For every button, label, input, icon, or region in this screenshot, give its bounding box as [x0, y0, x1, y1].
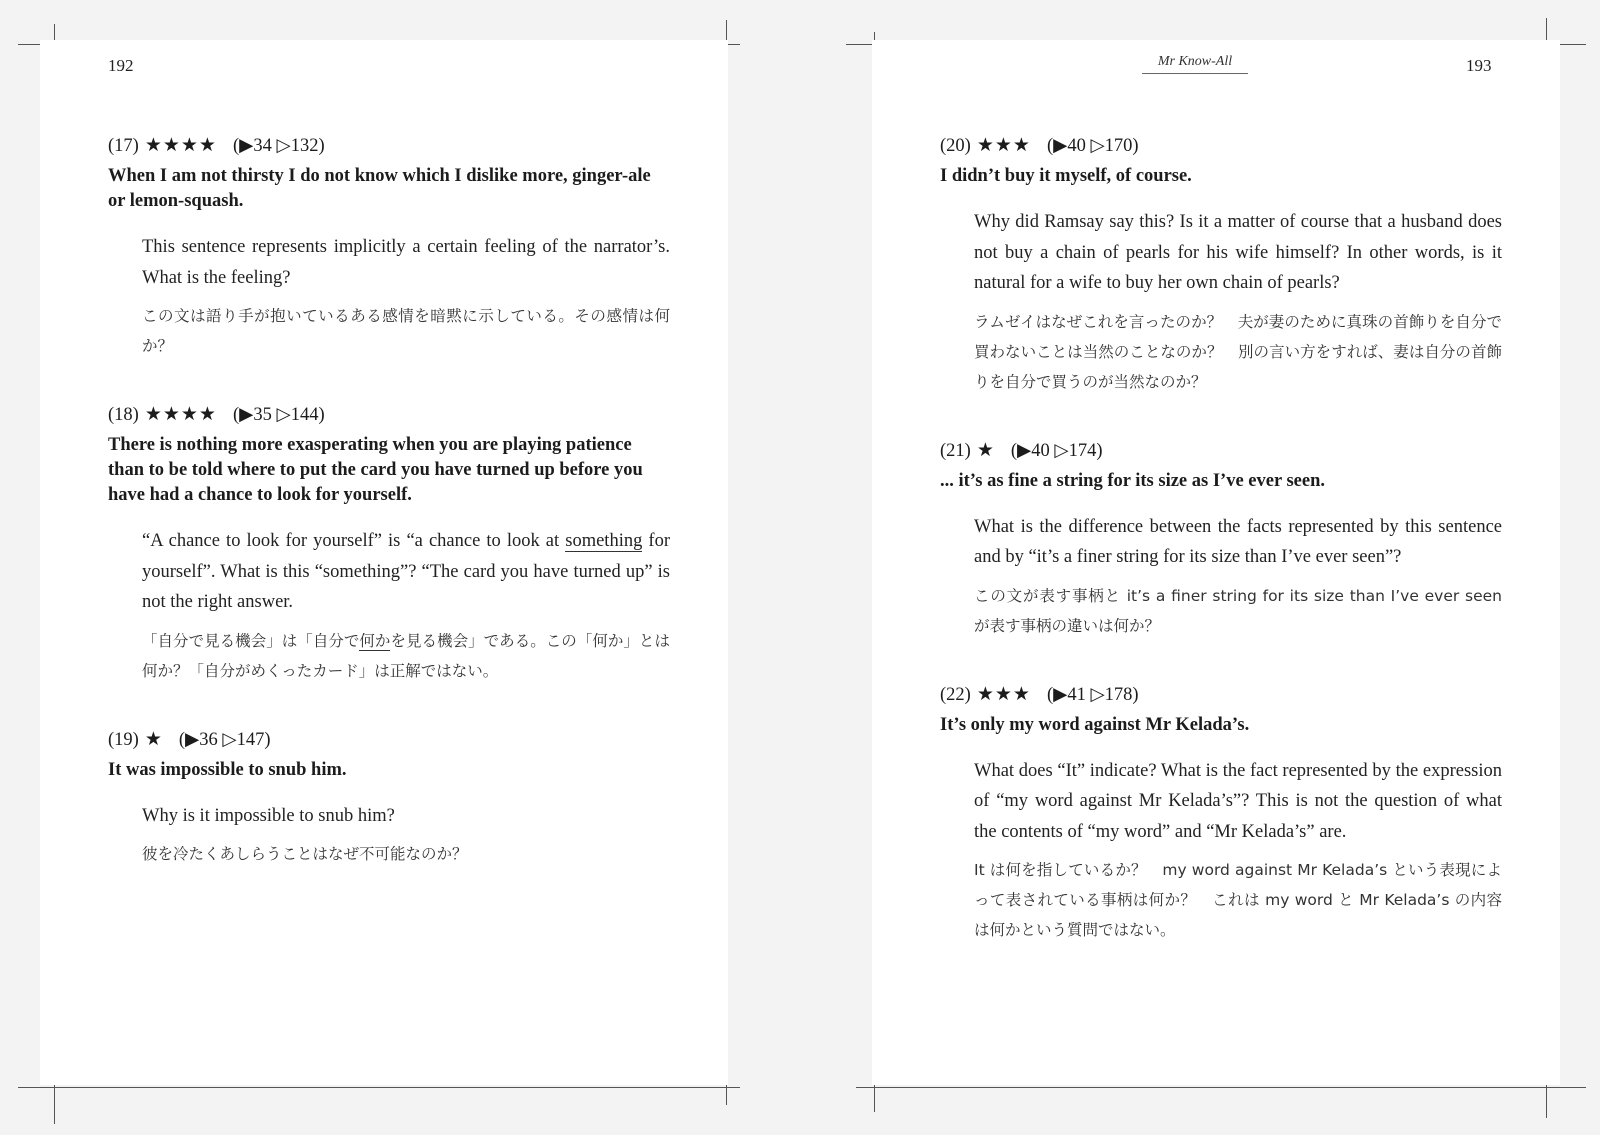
difficulty-stars: ★★★★	[144, 404, 217, 425]
difficulty-stars: ★	[144, 728, 163, 750]
question-english: What is the difference between the facts represented by this sentence and by “it’s a finer string for its size than I’ve ever seen”?	[974, 516, 1502, 567]
question-japanese: 彼を冷たくあしらうことはなぜ不可能なのか？	[142, 845, 468, 863]
crop-mark	[18, 1087, 740, 1088]
underlined-word: something	[565, 531, 643, 551]
question-japanese: この文は語り手が抱いているある感情を暗黙に示している。その感情は何か？	[142, 307, 670, 355]
question-text: “A chance to look for yourself” is “a chance to look at	[142, 531, 566, 551]
exercise-number: (19)	[108, 729, 139, 750]
question-english: What does “It” indicate? What is the fact represented by the expression of “my word against Mr Kelada’s”? This is not the question of what the contents of “my word” and “Mr Kelada’s” are.	[974, 760, 1502, 842]
exercise-item	[108, 726, 670, 870]
difficulty-stars: ★★★★	[144, 135, 217, 156]
exercise-item	[940, 437, 1502, 641]
difficulty-stars: ★	[976, 439, 995, 461]
question-text: for yourself”. What is this “something”? “The card you have turned up” is not the right answer.	[142, 531, 670, 612]
exercise-header	[108, 401, 670, 429]
quoted-sentence: I didn’t buy it myself, of course.	[940, 166, 1192, 186]
difficulty-stars: ★★★	[976, 135, 1031, 156]
exercise-number: (18)	[108, 405, 139, 425]
exercise-item	[108, 401, 670, 686]
question-japanese: この文が表す事柄と it’s a finer string for its size than I’ve ever seen が表す事柄の違いは何か？	[974, 586, 1502, 635]
exercise-number: (21)	[940, 440, 971, 461]
exercise-number: (17)	[108, 136, 139, 156]
right-page	[872, 40, 1560, 1085]
quoted-sentence: ... it’s as fine a string for its size as I’ve ever seen.	[940, 470, 1326, 491]
running-head: Mr Know-All	[1142, 54, 1248, 74]
underlined-word: 何か	[359, 631, 391, 650]
question-japanese: ラムゼイはなぜこれを言ったのか？ 夫が妻のために真珠の首飾りを自分で買わないことは当然のことなのか？ 別の言い方をすれば、妻は自分の首飾りを自分で買うのが当然なのか？	[974, 312, 1502, 391]
page-number: 192	[108, 56, 134, 75]
crop-mark	[856, 1087, 1586, 1088]
right-page-content	[940, 132, 1502, 945]
question-japanese: It は何を指しているか？ my word against Mr Kelada’s という表現によって表されている事柄は何か？ これは my word と Mr Kelada’s の内容は何かという質問ではない。	[974, 861, 1502, 939]
page-reference: (▶34 ▷132)	[232, 136, 325, 156]
exercise-item	[940, 681, 1502, 946]
question-english: This sentence represents implicitly a certain feeling of the narrator’s. What is the feeling?	[142, 237, 670, 288]
question-english	[142, 526, 670, 618]
exercise-number: (20)	[940, 136, 971, 156]
exercise-header	[940, 437, 1502, 465]
quoted-sentence: It’s only my word against Mr Kelada’s.	[940, 714, 1250, 735]
quoted-sentence: When I am not thirsty I do not know which I dislike more, ginger-ale or lemon-squash.	[108, 166, 651, 211]
quoted-sentence: There is nothing more exasperating when you are playing patience than to be told where to put the card you have turned up before you have had a chance to look for yourself.	[108, 435, 643, 505]
question-japanese	[142, 626, 670, 686]
page-reference: (▶41 ▷178)	[1046, 684, 1139, 705]
exercise-header	[108, 132, 670, 160]
exercise-number: (22)	[940, 684, 971, 705]
exercise-item	[940, 132, 1502, 397]
question-english: Why did Ramsay say this? Is it a matter of course that a husband does not buy a chain of pearls for his wife himself? In other words, is it natural for a wife to buy her own chain of pearls?	[974, 212, 1502, 293]
exercise-header	[940, 132, 1502, 160]
exercise-header	[108, 726, 670, 754]
quoted-sentence: It was impossible to snub him.	[108, 759, 347, 780]
page-reference: (▶36 ▷147)	[178, 729, 271, 750]
question-text: 「自分で見る機会」は「自分で	[142, 631, 360, 650]
question-text: を見る機会」である。この「何か」とは何か？「自分がめくったカード」は正解ではない。	[142, 631, 670, 680]
question-english: Why is it impossible to snub him?	[142, 805, 395, 826]
page-reference: (▶40 ▷174)	[1010, 440, 1103, 461]
page-number: 193	[1466, 56, 1492, 75]
difficulty-stars: ★★★	[976, 683, 1031, 705]
left-page	[40, 40, 728, 1085]
exercise-header	[940, 681, 1502, 709]
left-page-content	[108, 132, 670, 869]
page-reference: (▶40 ▷170)	[1046, 136, 1139, 156]
exercise-item	[108, 132, 670, 361]
page-reference: (▶35 ▷144)	[232, 405, 325, 425]
